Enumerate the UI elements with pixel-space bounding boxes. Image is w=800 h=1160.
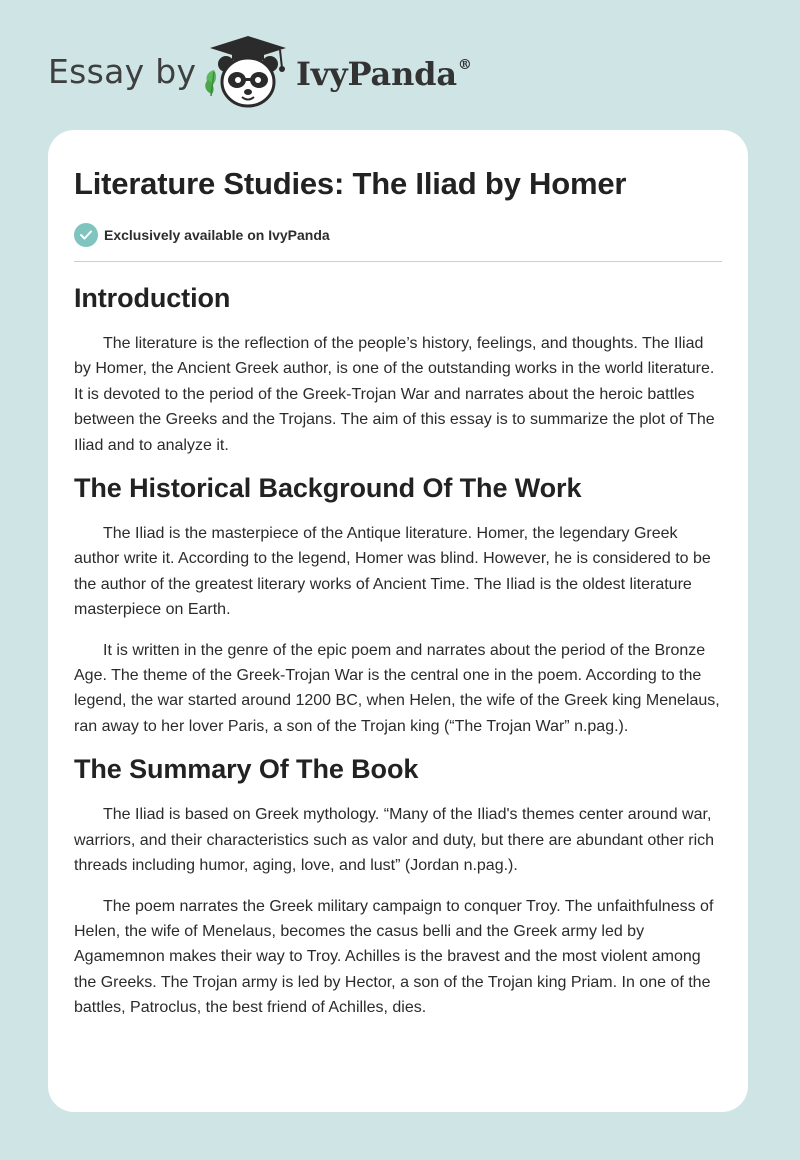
paragraph: The Iliad is based on Greek mythology. “Many of the Iliad's themes center around war, warriors, and their characteristics such as valor and duty, but there are abundant other rich threads including humor, aging, love, and lust” (Jordan n.pag.). [74, 806, 715, 875]
section-historical-background [74, 470, 724, 739]
logo-brand-text: IvyPanda® [296, 55, 472, 93]
panda-mascot-icon [202, 34, 294, 110]
section-introduction [74, 280, 724, 458]
section-heading: The Historical Background Of The Work [74, 473, 582, 504]
section-heading: Introduction [74, 283, 231, 313]
paragraph: It is written in the genre of the epic poem and narrates about the period of the Bronze Age. The theme of the Greek-Trojan War is the central one in the poem. According to the legend, the war started around 1200 BC, when Helen, the wife of the Greek king Menelaus, ran away to her lover Paris, a son of the Trojan king (“The Trojan War” n.pag.). [74, 641, 720, 735]
section-heading: The Summary Of The Book [74, 754, 419, 785]
exclusive-label: Exclusively available on IvyPanda [104, 227, 330, 243]
paragraph: The poem narrates the Greek military campaign to conquer Troy. The unfaithfulness of Helen, the wife of Menelaus, becomes the casus belli and the Greek army led by Agamemnon makes their way to Troy. Achilles is the bravest and the most violent among the Greeks. The Trojan army is led by Hector, a son of the Trojan king Priam. In one of the battles, Patroclus, the best friend of Achilles, dies. [74, 897, 714, 1017]
registered-mark: ® [457, 57, 472, 73]
title-divider [74, 261, 722, 262]
logo-prefix-text: Essay by [48, 52, 197, 91]
exclusive-badge [74, 222, 330, 248]
paragraph: The Iliad is the masterpiece of the Antique literature. Homer, the legendary Greek author write it. According to the legend, Homer was blind. However, he is considered to be the author of the greatest literary works of Ancient Time. The Iliad is the oldest literature masterpiece on Earth. [74, 525, 711, 619]
essay-body [74, 280, 724, 1033]
site-logo[interactable] [48, 30, 508, 110]
paragraph: The literature is the reflection of the people’s history, feelings, and thoughts. The Iliad by Homer, the Ancient Greek author, is one of the outstanding works in the world literature. It is devoted to the period of the Greek-Trojan War and narrates about the heroic battles between the Greeks and the Trojans. The aim of this essay is to summarize the plot of The Iliad and to analyze it. [74, 335, 715, 454]
section-summary [74, 751, 724, 1020]
essay-title: Literature Studies: The Iliad by Homer [74, 166, 627, 201]
check-icon [74, 223, 98, 247]
essay-card [48, 130, 748, 1112]
